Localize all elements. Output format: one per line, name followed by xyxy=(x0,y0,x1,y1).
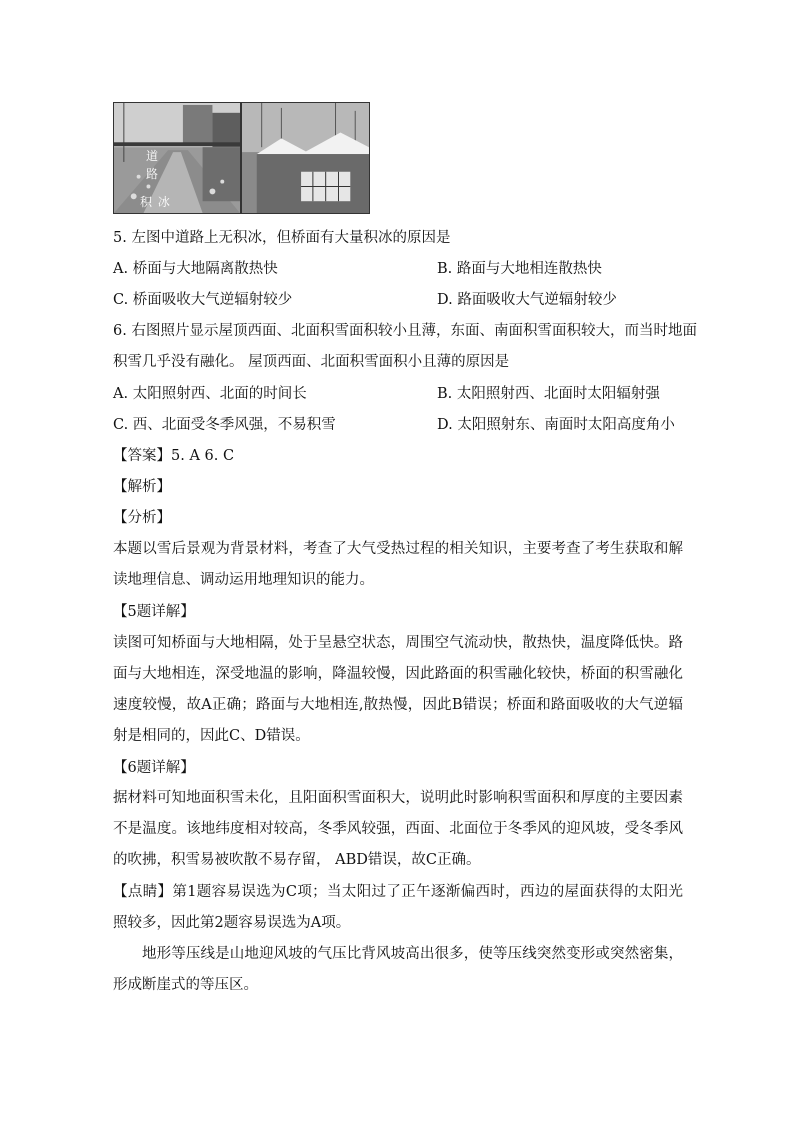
detail-6-heading: 【6题详解】 xyxy=(113,760,195,776)
question-6-option-b: B. 太阳照射西、北面时太阳辐射强 xyxy=(437,386,660,402)
tip-paragraph: 【点睛】第1题容易误选为C项；当太阳过了正午逐渐偏西时，西边的屋面获得的太阳光照较多，因此第2题容易误选为A项。 xyxy=(113,884,683,931)
question-6-option-a: A. 太阳照射西、北面的时间长 xyxy=(113,386,307,402)
road-bridge-image xyxy=(114,103,240,213)
detail-6-paragraph: 据材料可知地面积雪未化，且阳面积雪面积大，说明此时影响积雪面积和厚度的主要因素不是温度。该地纬度相对较高，冬季风较强，西面、北面位于冬季风的迎风坡，受冬季风的吹拂，积雪易被吹散不易存留， ABD错误，故C正确。 xyxy=(113,790,683,868)
question-5-option-c: C. 桥面吸收大气逆辐射较少 xyxy=(113,292,293,308)
photo-label-mid: 路 xyxy=(146,167,160,181)
question-6-stem-line2: 积雪几乎没有融化。 屋顶西面、北面积雪面积小且薄的原因是 xyxy=(113,354,510,370)
analysis-heading: 【解析】 xyxy=(113,479,171,495)
question-figure xyxy=(113,102,370,214)
detail-5-heading: 【5题详解】 xyxy=(113,604,195,620)
answer-line: 【答案】5. A 6. C xyxy=(113,448,235,464)
snowy-roof-image xyxy=(242,103,369,213)
detail-5-paragraph: 读图可知桥面与大地相隔，处于呈悬空状态，周围空气流动快，散热快，温度降低快。路面与大地相连，深受地温的影响，降温较慢，因此路面的积雪融化较快，桥面的积雪融化速度较慢，故A正确；路面与大地相连,散热慢，因此B错误；桥面和路面吸收的大气逆辐射是相同的，因此C、D错误。 xyxy=(113,635,683,744)
question-6-stem-line1: 6. 右图照片显示屋顶西面、北面积雪面积较小且薄，东面、南面积雪面积较大，而当时地面 xyxy=(113,323,697,339)
question-5-option-b: B. 路面与大地相连散热快 xyxy=(437,261,602,277)
photo-label-bottom: 积 冰 xyxy=(140,195,171,209)
closing-paragraph: 地形等压线是山地迎风坡的气压比背风坡高出很多，使等压线突然变形或突然密集，形成断崖式的等压区。 xyxy=(113,946,683,993)
question-5-option-a: A. 桥面与大地隔离散热快 xyxy=(113,261,278,277)
snowy-roof-photo xyxy=(241,102,370,214)
photo-label-top: 道 xyxy=(146,149,160,163)
fenxi-heading: 【分析】 xyxy=(113,510,171,526)
question-6-option-c: C. 西、北面受冬季风强，不易积雪 xyxy=(113,417,336,433)
fenxi-paragraph: 本题以雪后景观为背景材料，考查了大气受热过程的相关知识，主要考查了考生获取和解读地理信息、调动运用地理知识的能力。 xyxy=(113,541,683,588)
road-bridge-photo xyxy=(113,102,241,214)
question-5-stem: 5. 左图中道路上无积冰，但桥面有大量积冰的原因是 xyxy=(113,230,451,246)
question-5-option-d: D. 路面吸收大气逆辐射较少 xyxy=(437,292,617,308)
question-6-option-d: D. 太阳照射东、南面时太阳高度角小 xyxy=(437,417,675,433)
